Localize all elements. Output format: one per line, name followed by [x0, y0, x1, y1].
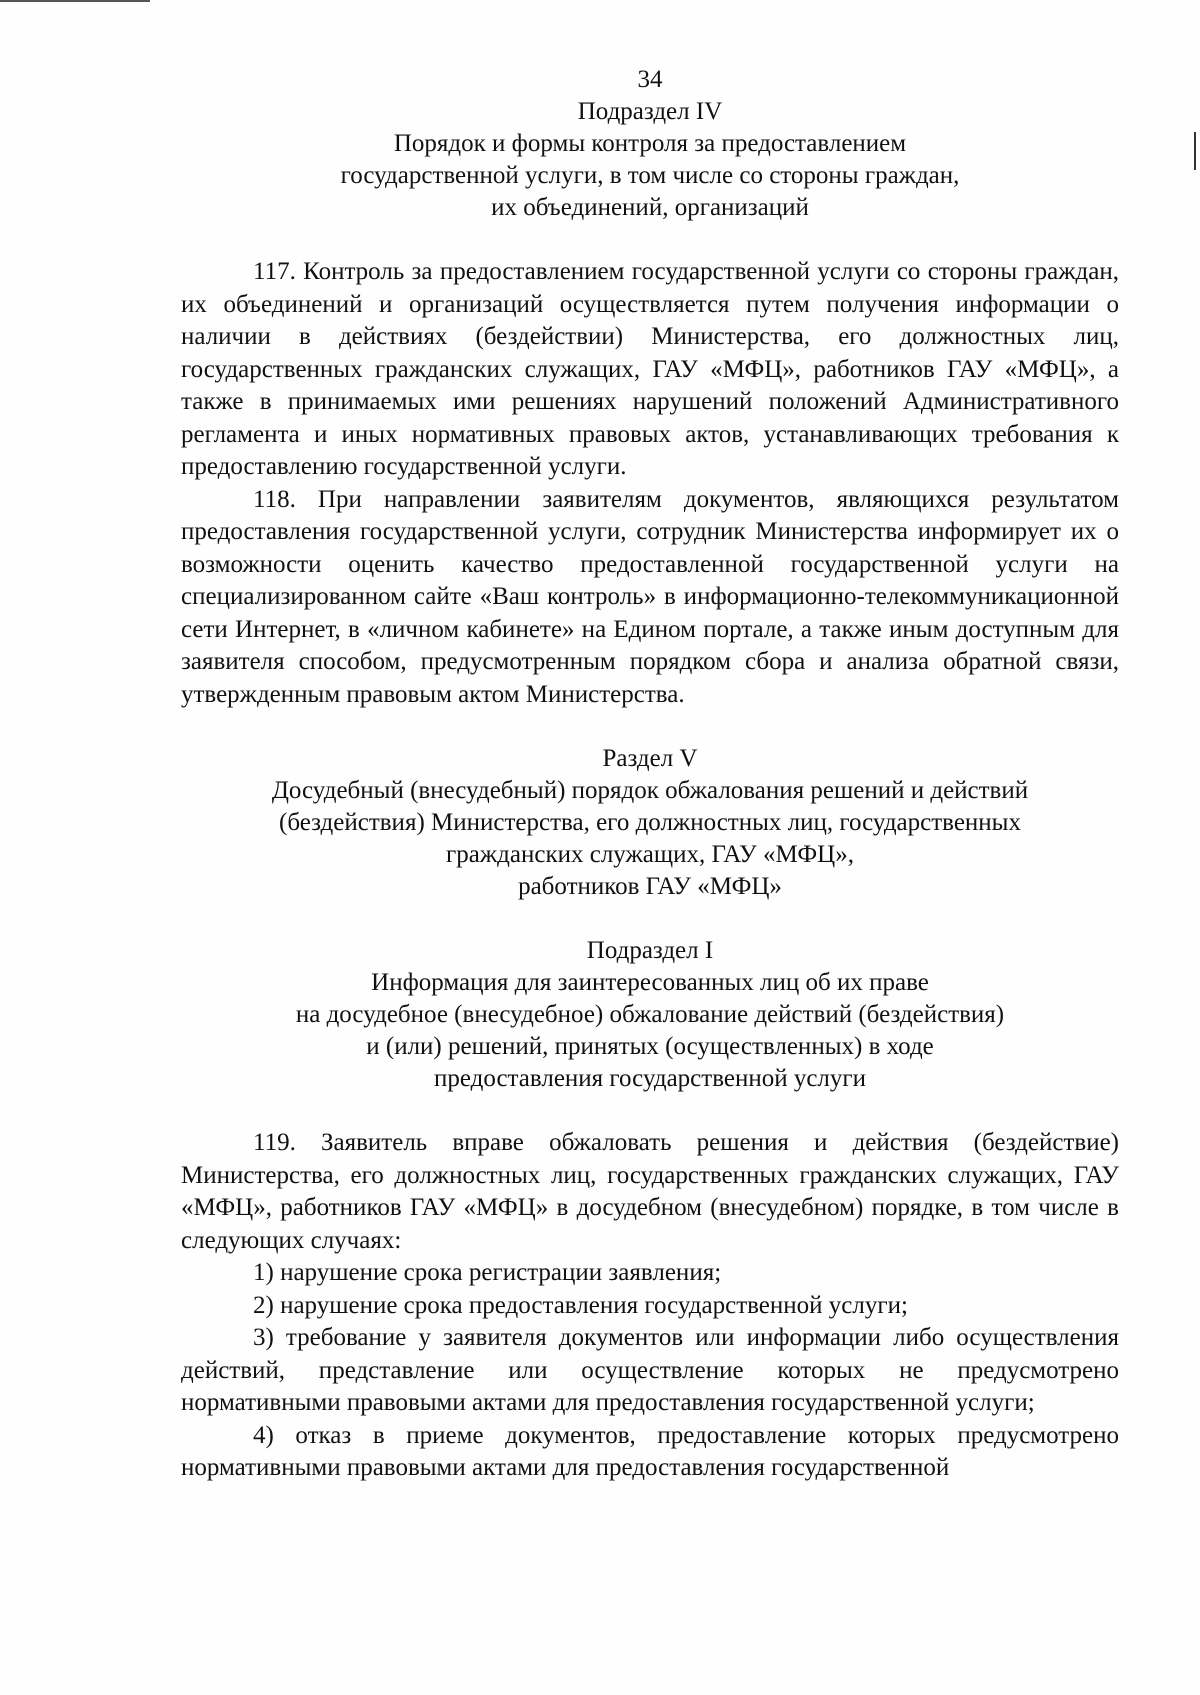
- list-item-4: 4) отказ в приеме документов, предоставление которых предусмотрено нормативными правовыми актами для предоставления государственной: [181, 1421, 1119, 1481]
- subsection-iv-heading: [181, 96, 1119, 224]
- page-number: 34: [637, 66, 663, 93]
- subsection-iv-title-line: государственной услуги, в том числе со стороны граждан,: [340, 162, 960, 189]
- subsection-i-title-line: Информация для заинтересованных лиц об их праве: [371, 969, 929, 996]
- section-v-label: Раздел V: [602, 745, 698, 772]
- section-v-title-line: гражданских служащих, ГАУ «МФЦ»,: [446, 841, 854, 868]
- paragraph-119: 119. Заявитель вправе обжаловать решения и действия (бездействие) Министерства, его должностных лиц, государственных гражданских служащих, ГАУ «МФЦ», работников ГАУ «МФЦ» в досудебном (внесудебном) порядке, в том числе в следующих случаях:: [181, 1129, 1119, 1254]
- page-content: [181, 64, 1119, 1485]
- subsection-i-label: Подраздел I: [586, 937, 714, 964]
- subsection-i-title-line: на досудебное (внесудебное) обжалование действий (бездействия): [295, 1001, 1005, 1028]
- subsection-iv-title-line: Порядок и формы контроля за предоставлением: [393, 130, 907, 157]
- section-v-title-line: работников ГАУ «МФЦ»: [518, 873, 782, 900]
- list-item-1: 1) нарушение срока регистрации заявления;: [253, 1259, 722, 1286]
- paragraph-118: 118. При направлении заявителям документов, являющихся результатом предоставления государственной услуги, сотрудник Министерства информирует их о возможности оценить качество предоставленной государственной услуги на специализированном сайте «Ваш контроль» в информационно-телекоммуникационной сети Интернет, в «личном кабинете» на Едином портале, а также иным доступным для заявителя способом, предусмотренным порядком сбора и анализа обратной связи, утвержденным правовым актом Министерства.: [181, 485, 1119, 708]
- section-v-title-line: (бездействия) Министерства, его должностных лиц, государственных: [279, 809, 1021, 836]
- section-v-title-line: Досудебный (внесудебный) порядок обжалования решений и действий: [271, 777, 1029, 804]
- subsection-i-title-line: предоставления государственной услуги: [433, 1065, 867, 1092]
- subsection-iv-title-line: их объединений, организаций: [491, 194, 809, 221]
- subsection-i-title-line: и (или) решений, принятых (осуществленных) в ходе: [366, 1033, 934, 1060]
- list-item-2: 2) нарушение срока предоставления государственной услуги;: [253, 1291, 908, 1319]
- scan-artifact-mark: [1194, 132, 1196, 170]
- list-item-3: 3) требование у заявителя документов или информации либо осуществления действий, представление или осуществление которых не предусмотрено нормативными правовыми актами для предоставления государственной услуги;: [181, 1324, 1119, 1416]
- subsection-i-heading: [181, 935, 1119, 1095]
- subsection-iv-label: Подраздел IV: [577, 98, 723, 125]
- scan-artifact-line: [0, 0, 150, 2]
- section-v-heading: [181, 743, 1119, 903]
- paragraph-117: 117. Контроль за предоставлением государственной услуги со стороны граждан, их объединений и организаций осуществляется путем получения информации о наличии в действиях (бездействии) Министерства, его должностных лиц, государственных гражданских служащих, ГАУ «МФЦ», работников ГАУ «МФЦ», а также в принимаемых ими решениях нарушений положений Административного регламента и иных нормативных правовых актов, устанавливающих требования к предоставлению государственной услуги.: [181, 258, 1119, 480]
